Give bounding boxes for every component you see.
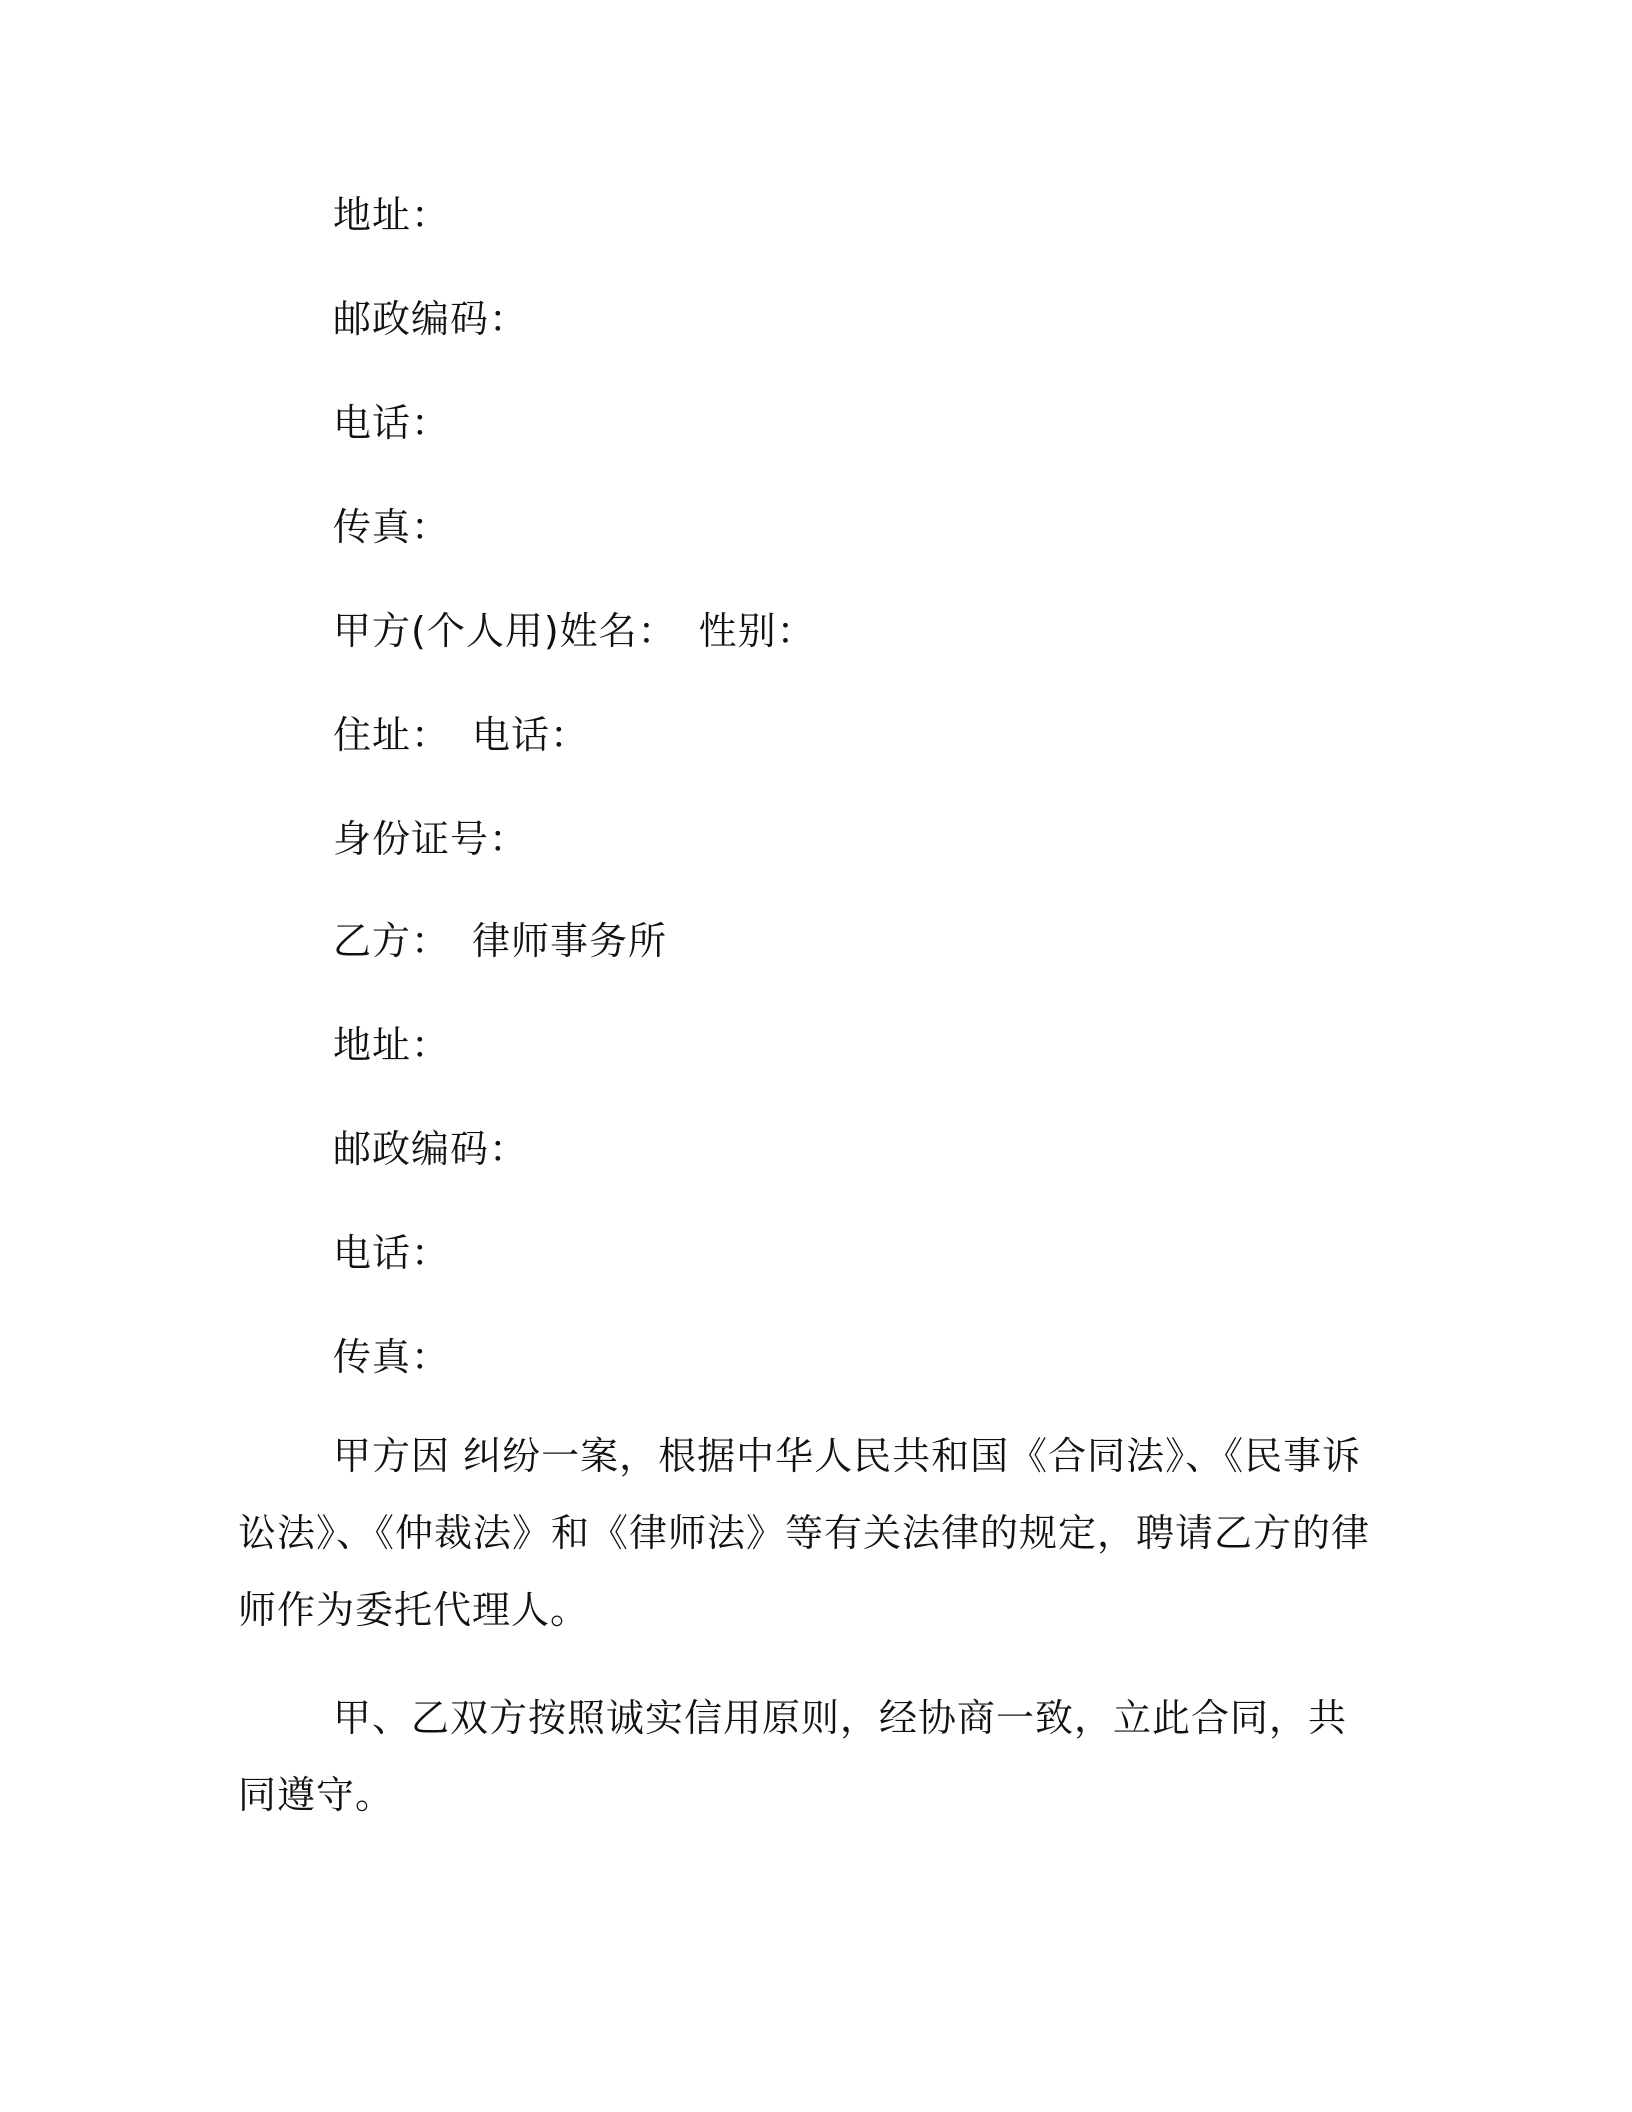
party-b-address-line [333, 1020, 450, 1070]
party-a-postcode-line [333, 294, 528, 344]
party-b-phone-label: 电话： [333, 1231, 451, 1275]
party-a-fax-label: 传真： [333, 505, 451, 549]
party-a-postcode-label: 邮政编码： [333, 297, 529, 341]
party-a-residence-label: 住址： [333, 713, 451, 757]
party-b-phone-line [333, 1228, 450, 1278]
party-b-line [333, 916, 667, 966]
party-b-postcode-label: 邮政编码： [333, 1127, 529, 1171]
party-b-fax-line [333, 1332, 450, 1382]
party-a-id-label: 身份证号： [333, 817, 529, 861]
party-a-address-label: 地址： [333, 193, 451, 237]
party-a-address-line [333, 190, 450, 240]
party-a-individual-name-line [333, 606, 816, 656]
party-a-phone-label: 电话： [333, 401, 451, 445]
party-b-name: 律师事务所 [472, 919, 668, 963]
party-a-individual-phone-label: 电话： [472, 713, 590, 757]
party-b-label: 乙方： [333, 919, 451, 963]
party-a-id-line [333, 814, 528, 864]
party-a-residence-line [333, 710, 589, 760]
party-a-name-label: 甲方(个人用)姓名： [333, 609, 677, 653]
good-faith-paragraph: 甲、乙双方按照诚实信用原则，经协商一致，立此合同，共同遵守。 [238, 1696, 1348, 1817]
party-b-fax-label: 传真： [333, 1335, 451, 1379]
party-b-postcode-line [333, 1124, 528, 1174]
party-a-phone-line [333, 398, 450, 448]
party-a-gender-label: 性别： [698, 609, 816, 653]
engagement-paragraph: 甲方因 纠纷一案，根据中华人民共和国《合同法》、《民事诉讼法》、《仲裁法》和《律师法》等有关法律的规定，聘请乙方的律师作为委托代理人。 [238, 1434, 1371, 1632]
party-b-address-label: 地址： [333, 1023, 451, 1067]
party-a-fax-line [333, 502, 450, 552]
